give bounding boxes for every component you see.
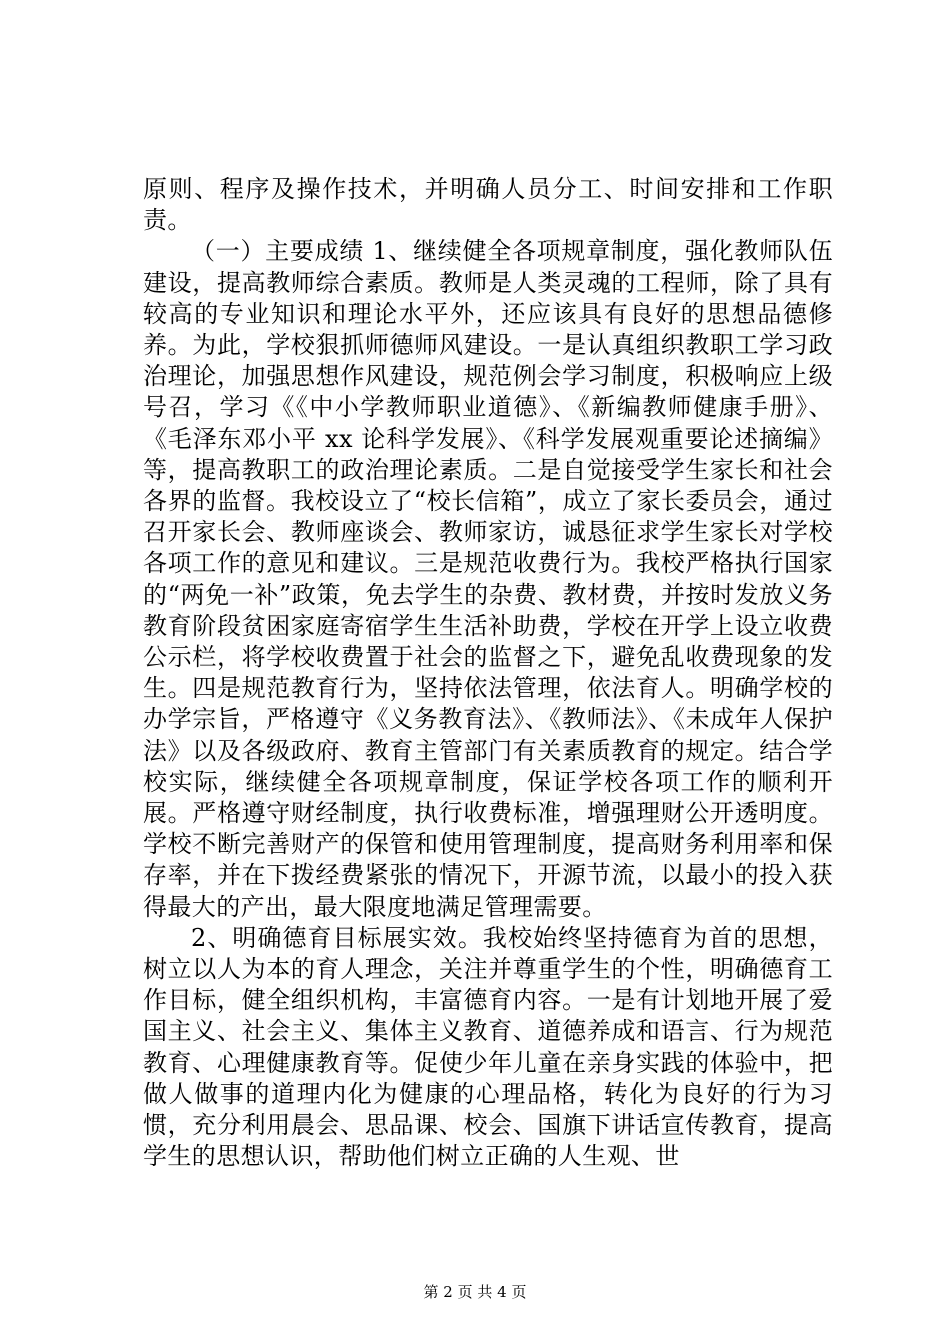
paragraph-moral-education: 2、明确德育目标展实效。我校始终坚持德育为首的思想，树立以人为本的育人理念，关注并尊重学生的个性，明确德育工作目标，健全组织机构，丰富德育内容。一是有计划地开展了爱国主义、社会主义、集体主义教育、道德养成和语言、行为规范教育、心理健康教育等。促使少年儿童在亲身实践的体验中，把做人做事的道理内化为健康的心理品格，转化为良好的行为习惯，充分利用晨会、思品课、校会、国旗下讲话宣传教育，提高学生的思想认识，帮助他们树立正确的人生观、世: [143, 923, 833, 1171]
document-body: [143, 174, 833, 1173]
paragraph-main-achievements: （一）主要成绩 1、继续健全各项规章制度，强化教师队伍建设，提高教师综合素质。教师是人类灵魂的工程师，除了具有较高的专业知识和理论水平外，还应该具有良好的思想品德修养。为此，学校狠抓师德师风建设。一是认真组织教职工学习政治理论，加强思想作风建设，规范例会学习制度，积极响应上级号召，学习《《中小学教师职业道德》、《新编教师健康手册》、《毛泽东邓小平 xx 论科学发展》、《科学发展观重要论述摘编》等，提高教职工的政治理论素质。二是自觉接受学生家长和社会各界的监督。我校设立了“校长信箱”，成立了家长委员会，通过召开家长会、教师座谈会、教师家访，诚恳征求学生家长对学校各项工作的意见和建议。三是规范收费行为。我校严格执行国家的“两免一补”政策，免去学生的杂费、教材费，并按时发放义务教育阶段贫困家庭寄宿学生生活补助费，学校在开学上设立收费公示栏，将学校收费置于社会的监督之下，避免乱收费现象的发生。四是规范教育行为，坚持依法管理，依法育人。明确学校的办学宗旨，严格遵守《义务教育法》、《教师法》、《未成年人保护法》以及各级政府、教育主管部门有关素质教育的规定。结合学校实际，继续健全各项规章制度，保证学校各项工作的顺利开展。严格遵守财经制度，执行收费标准，增强理财公开透明度。学校不断完善财产的保管和使用管理制度，提高财务利用率和保存率，并在下拨经费紧张的情况下，开源节流，以最小的投入获得最大的产出，最大限度地满足管理需要。: [143, 237, 833, 921]
page-footer: 第 2 页 共 4 页: [423, 1283, 527, 1301]
paragraph-continuation: 原则、程序及操作技术，并明确人员分工、时间安排和工作职责。: [143, 175, 833, 235]
